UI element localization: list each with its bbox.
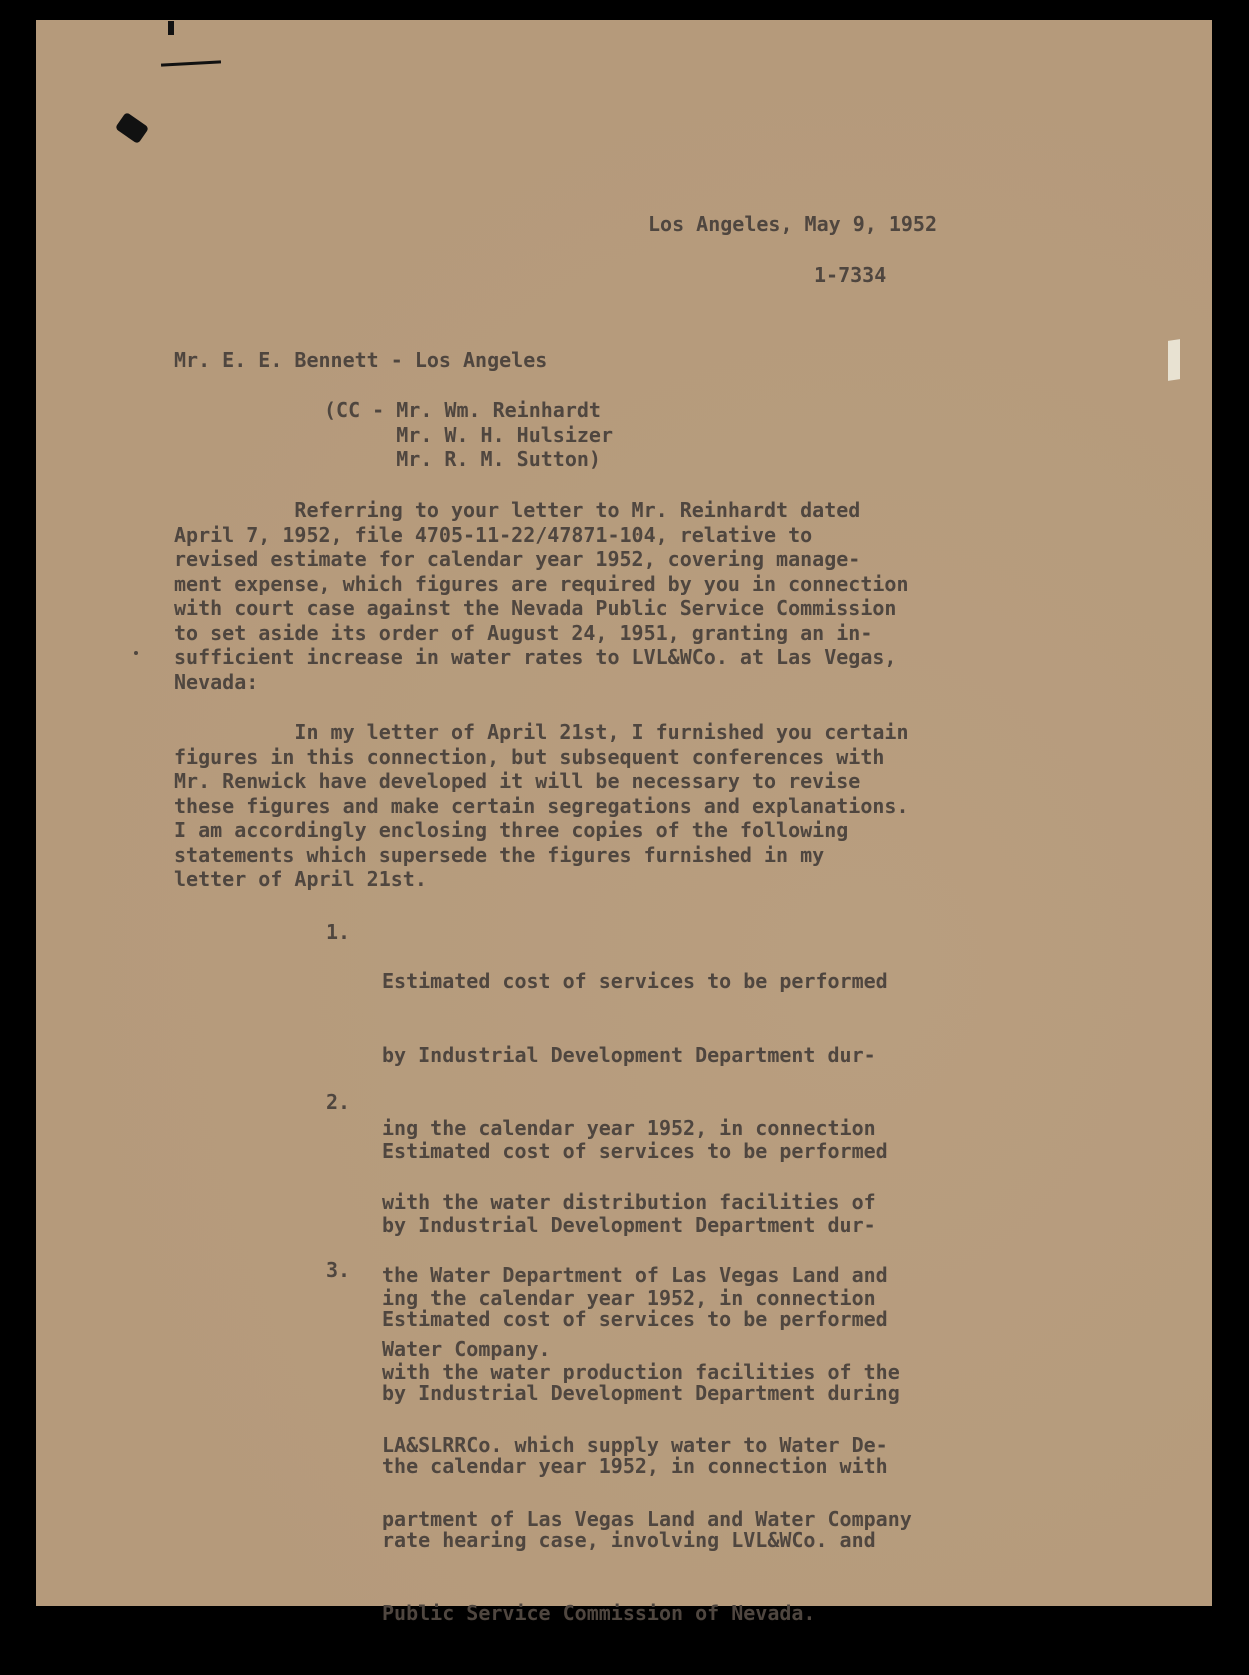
paragraph-line: Nevada: (174, 669, 259, 694)
paragraph-line: letter of April 21st. (174, 867, 427, 891)
list-item-line: with the water production facilities of the (382, 1359, 900, 1384)
list-item-line: by Industrial Development Department during (382, 1380, 900, 1405)
paragraph-line: sufficient increase in water rates to LVL&WCo. at Las Vegas, (174, 645, 897, 669)
margin-dot (134, 651, 138, 655)
list-item-number: 3. (326, 1258, 351, 1282)
paragraph-line: these figures and make certain segregations and explanations. (174, 793, 909, 818)
list-item-line: Public Service Commission of Nevada. (382, 1601, 816, 1625)
list-item-line: the Water Department of Las Vegas Land and (382, 1263, 888, 1287)
list-item-line: Water Company. (382, 1336, 551, 1361)
paragraph-line: to set aside its order of August 24, 1951, granting an in- (174, 620, 873, 645)
list-item-line: ing the calendar year 1952, in connection (382, 1286, 876, 1310)
letter-page (36, 20, 1212, 1625)
list-item-line: the calendar year 1952, in connection with (382, 1454, 888, 1478)
dateline: Los Angeles, May 9, 1952 (648, 212, 937, 236)
cc-line: Mr. R. M. Sutton) (324, 447, 601, 471)
paragraph-line: I am accordingly enclosing three copies of the following (174, 818, 849, 842)
paragraph-line: Mr. Renwick have developed it will be necessary to revise (174, 769, 861, 793)
paragraph-line: figures in this connection, but subsequent conferences with (174, 744, 885, 769)
list-item-line: Estimated cost of services to be performed (382, 1139, 888, 1163)
addressee: Mr. E. E. Bennett - Los Angeles (174, 348, 548, 372)
list-item-line: Estimated cost of services to be performed (382, 969, 888, 993)
paragraph-line: statements which supersede the figures furnished in my (174, 842, 825, 867)
paragraph-line: Referring to your letter to Mr. Reinhardt dated (174, 498, 861, 522)
list-item-text (382, 1258, 900, 1675)
list-item-number: 2. (326, 1090, 351, 1114)
staple-mark (168, 21, 174, 35)
cc-line: (CC - Mr. Wm. Reinhardt (324, 398, 601, 422)
list-item-line: by Industrial Development Department dur- (382, 1212, 876, 1237)
paragraph-line: In my letter of April 21st, I furnished you certain (174, 720, 909, 744)
paragraph-line: April 7, 1952, file 4705-11-22/47871-104, relative to (174, 522, 813, 547)
paragraph-line: revised estimate for calendar year 1952, covering manage- (174, 547, 861, 571)
paragraph-line: ment expense, which figures are required by you in connection (174, 571, 909, 596)
list-item-line: LA&SLRRCo. which supply water to Water De- (382, 1433, 888, 1457)
list-item-line: Estimated cost of services to be performed (382, 1307, 888, 1331)
paragraph-1 (174, 498, 909, 694)
paragraph-line: with court case against the Nevada Public Service Commission (174, 596, 897, 620)
list-item-line: partment of Las Vegas Land and Water Company (382, 1506, 912, 1531)
list-item-line: ing the calendar year 1952, in connection (382, 1116, 876, 1140)
cc-block (324, 398, 613, 472)
punch-hole-mark (115, 112, 149, 144)
list-item-line: by Industrial Development Department dur- (382, 1042, 876, 1067)
file-number: 1-7334 (814, 263, 887, 287)
cc-line: Mr. W. H. Hulsizer (324, 422, 613, 447)
paragraph-2 (174, 720, 909, 892)
list-item-number: 1. (326, 920, 351, 944)
pencil-mark (161, 60, 221, 66)
list-item-line: rate hearing case, involving LVL&WCo. and (382, 1527, 876, 1552)
paper-tab (1168, 339, 1180, 381)
list-item-line: with the water distribution facilities of (382, 1189, 876, 1214)
